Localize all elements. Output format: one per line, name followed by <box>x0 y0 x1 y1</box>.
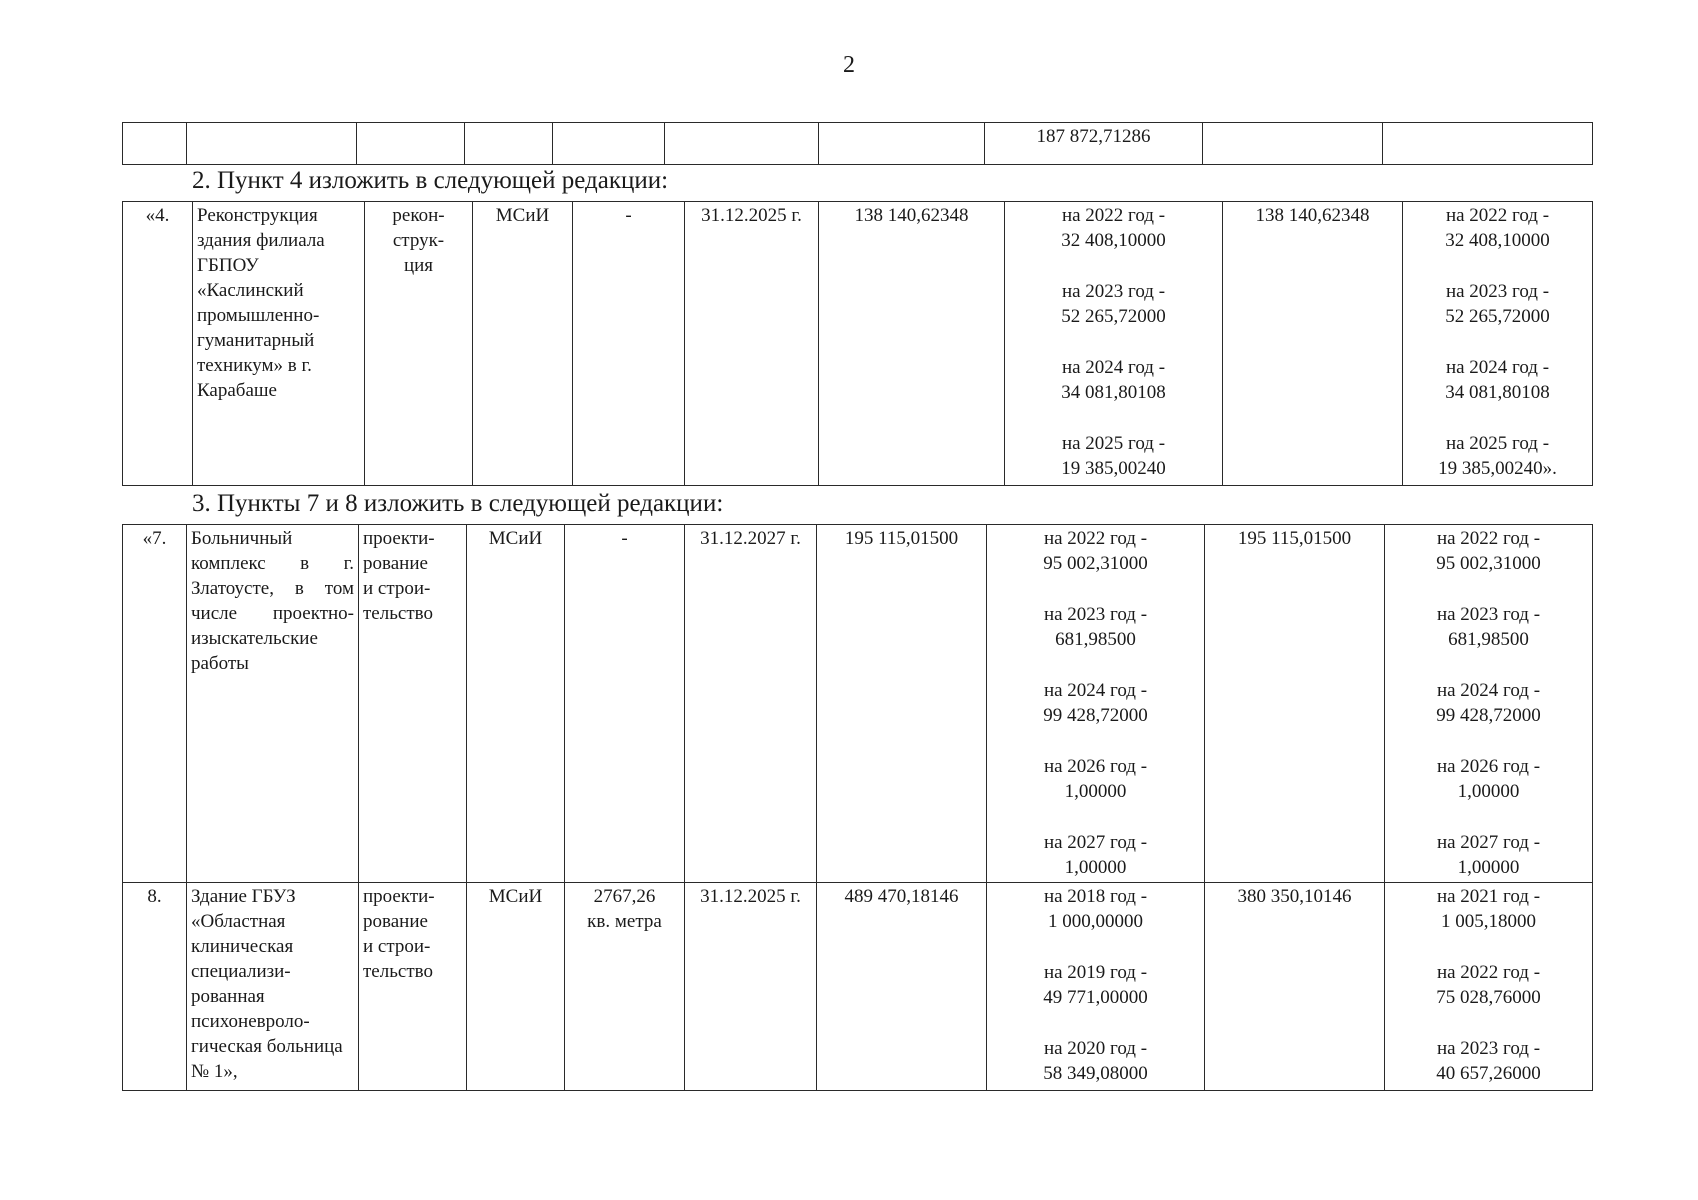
customer: МСиИ <box>473 202 573 486</box>
total-cost: 195 115,01500 <box>817 525 987 883</box>
financing-entry: на 2024 год - 99 428,72000 <box>1436 680 1541 726</box>
deadline: 31.12.2027 г. <box>685 525 817 883</box>
table-row <box>123 202 1593 486</box>
continuation-table <box>122 122 1593 165</box>
object-name: Больничный комплекс в г. Златоусте, в том числе проектно-изыскательские работы <box>187 525 359 883</box>
deadline: 31.12.2025 г. <box>685 883 817 1091</box>
work-type: рекон- струк- ция <box>365 202 473 486</box>
capacity: - <box>565 525 685 883</box>
financing-by-year <box>1005 202 1223 486</box>
table-cell <box>819 123 985 165</box>
budget-total: 138 140,62348 <box>1223 202 1403 486</box>
object-name: Здание ГБУЗ «Областная клиническая специализи-рованная психоневроло-гическая больница № 1», <box>187 883 359 1091</box>
budget-financing-by-year <box>1403 202 1593 486</box>
table-cell <box>1383 123 1593 165</box>
financing-entry: на 2023 год - 52 265,72000 <box>1061 281 1166 327</box>
budget-total: 380 350,10146 <box>1205 883 1385 1091</box>
items-7-8-table <box>122 524 1593 1091</box>
financing-entry: на 2022 год - 32 408,10000 <box>1445 205 1550 251</box>
budget-financing-by-year <box>1385 525 1593 883</box>
financing-entry: на 2018 год - 1 000,00000 <box>1043 886 1148 932</box>
customer: МСиИ <box>467 525 565 883</box>
work-type: проекти- рование и строи- тельство <box>359 883 467 1091</box>
financing-entry: на 2022 год - 95 002,31000 <box>1436 528 1541 574</box>
financing-entry: на 2022 год - 95 002,31000 <box>1043 528 1148 574</box>
total-cost: 489 470,18146 <box>817 883 987 1091</box>
section-heading-3: 3. Пункты 7 и 8 изложить в следующей редакции: <box>192 490 724 517</box>
financing-entry: на 2022 год - 32 408,10000 <box>1061 205 1166 251</box>
table-cell <box>123 123 187 165</box>
deadline: 31.12.2025 г. <box>685 202 819 486</box>
table-cell <box>553 123 665 165</box>
budget-financing-by-year <box>1385 883 1593 1091</box>
table-row <box>123 883 1593 1091</box>
table-row <box>123 123 1593 165</box>
item-4-table <box>122 201 1593 486</box>
financing-entry: на 2019 год - 49 771,00000 <box>1043 962 1148 1008</box>
financing-by-year <box>987 883 1205 1091</box>
table-cell <box>187 123 357 165</box>
table-cell <box>665 123 819 165</box>
financing-entry: на 2024 год - 34 081,80108 <box>1061 357 1166 403</box>
financing-entry: на 2023 год - 681,98500 <box>1043 604 1148 650</box>
financing-entry: на 2024 год - 99 428,72000 <box>1043 680 1148 726</box>
financing-entry: на 2023 год - 40 657,26000 <box>1436 1038 1541 1084</box>
financing-entry: на 2025 год - 19 385,00240 <box>1061 433 1166 479</box>
financing-entry: на 2026 год - 1,00000 <box>1436 756 1541 802</box>
financing-entry: на 2023 год - 52 265,72000 <box>1445 281 1550 327</box>
item-number: «7. <box>123 525 187 883</box>
financing-entry: на 2022 год - 75 028,76000 <box>1436 962 1541 1008</box>
item-number: «4. <box>123 202 193 486</box>
page-number: 2 <box>843 52 855 78</box>
financing-entry: на 2025 год - 19 385,00240». <box>1438 433 1557 479</box>
capacity: - <box>573 202 685 486</box>
financing-entry: на 2026 год - 1,00000 <box>1043 756 1148 802</box>
financing-entry: на 2020 год - 58 349,08000 <box>1043 1038 1148 1084</box>
financing-entry: на 2027 год - 1,00000 <box>1043 832 1148 878</box>
item-number: 8. <box>123 883 187 1091</box>
object-name: Реконструкция здания филиала ГБПОУ «Каслинский промышленно-гуманитарный техникум» в г. Карабаше <box>193 202 365 486</box>
cost-cell: 187 872,71286 <box>985 123 1203 165</box>
financing-by-year <box>987 525 1205 883</box>
table-row <box>123 525 1593 883</box>
section-heading-2: 2. Пункт 4 изложить в следующей редакции: <box>192 167 669 194</box>
customer: МСиИ <box>467 883 565 1091</box>
financing-entry: на 2023 год - 681,98500 <box>1436 604 1541 650</box>
financing-entry: на 2024 год - 34 081,80108 <box>1445 357 1550 403</box>
table-cell <box>357 123 465 165</box>
table-cell <box>1203 123 1383 165</box>
budget-total: 195 115,01500 <box>1205 525 1385 883</box>
capacity: 2767,26 кв. метра <box>565 883 685 1091</box>
table-cell <box>465 123 553 165</box>
total-cost: 138 140,62348 <box>819 202 1005 486</box>
work-type: проекти- рование и строи- тельство <box>359 525 467 883</box>
financing-entry: на 2027 год - 1,00000 <box>1436 832 1541 878</box>
financing-entry: на 2021 год - 1 005,18000 <box>1436 886 1541 932</box>
